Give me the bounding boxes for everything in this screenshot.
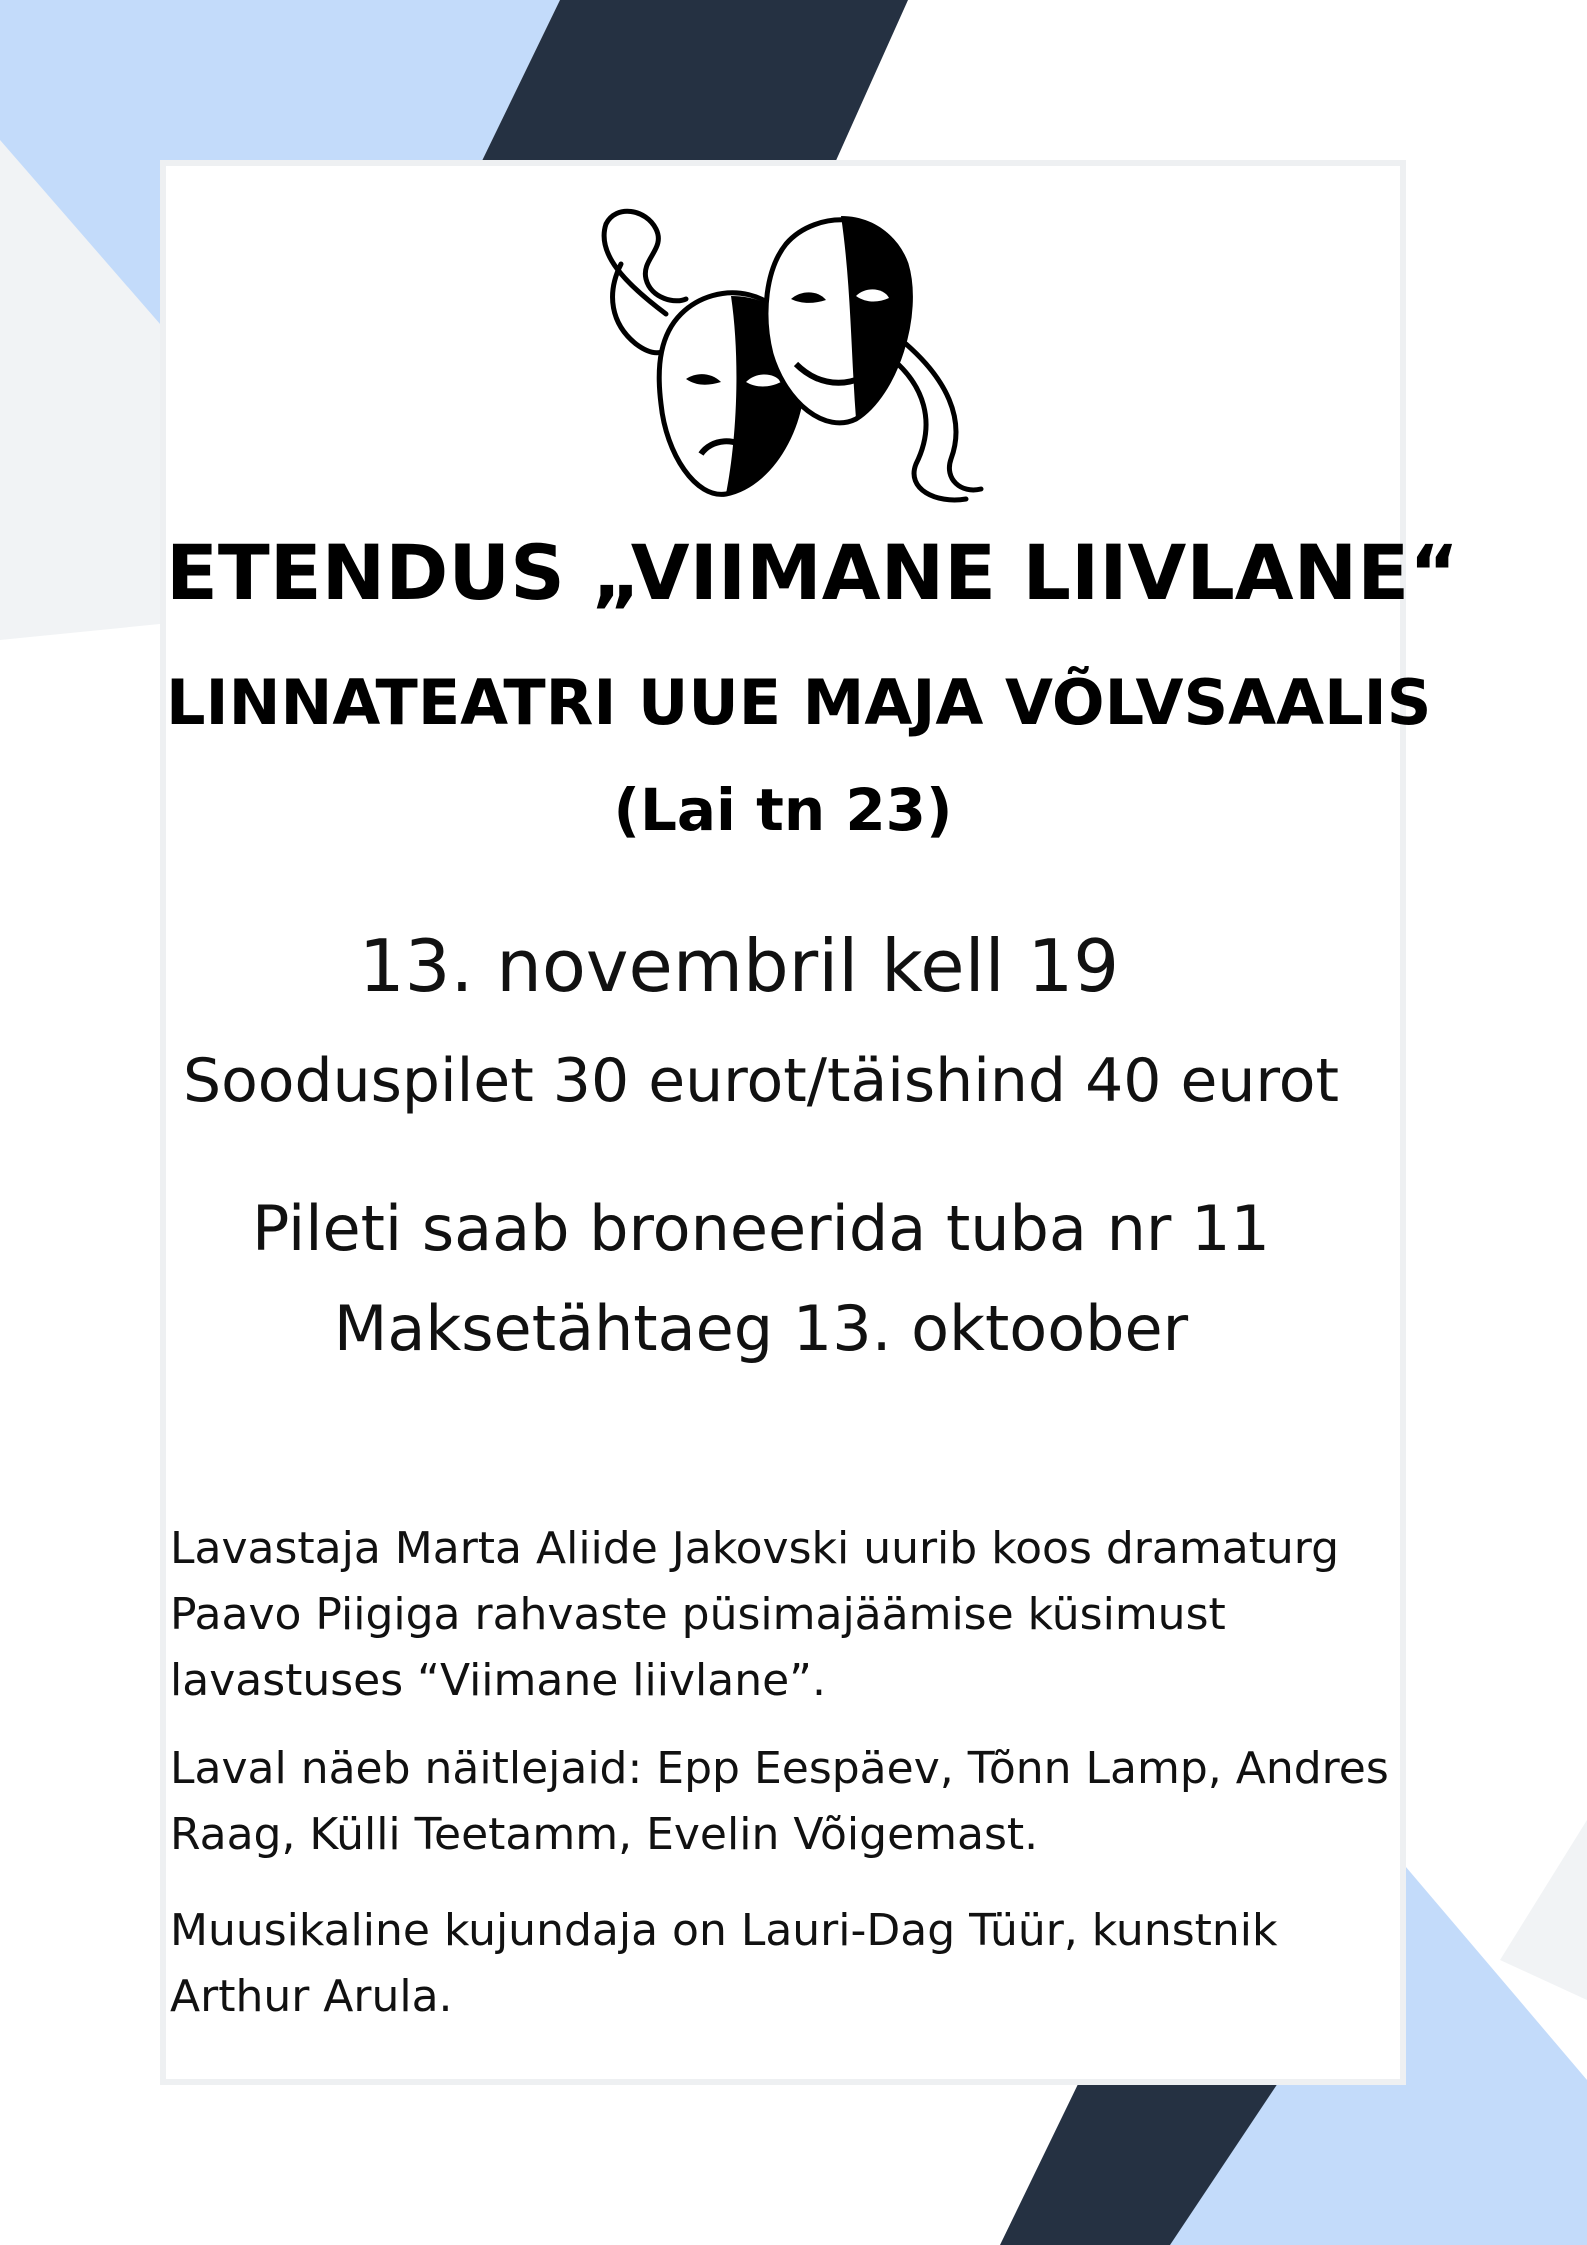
date-time: 13. novembril kell 19: [358, 924, 1120, 1008]
theatre-masks-icon: [586, 204, 1006, 514]
payment-deadline: Maksetähtaeg 13. oktoober: [333, 1292, 1189, 1365]
poster-card: [160, 160, 1460, 2085]
venue-heading: LINNATEATRI UUE MAJA VÕLVSAALIS: [166, 666, 1432, 739]
ticket-prices: Sooduspilet 30 eurot/täishind 40 eurot: [182, 1046, 1340, 1116]
cast-paragraph: Laval näeb näitlejaid: Epp Eespäev, Tõnn Lamp, Andres Raag, Külli Teetamm, Evelin Võigemast.: [170, 1743, 1389, 1860]
description-paragraph: Lavastaja Marta Aliide Jakovski uurib koos dramaturg Paavo Piigiga rahvaste püsimajäämise küsimust lavastuses “Viimane liivlane”.: [170, 1523, 1340, 1706]
poster-title: ETENDUS „VIIMANE LIIVLANE“: [166, 528, 1460, 617]
booking-info: Pileti saab broneerida tuba nr 11: [251, 1192, 1271, 1265]
credits-paragraph: Muusikaline kujundaja on Lauri-Dag Tüür, kunstnik Arthur Arula.: [170, 1905, 1278, 2022]
address-heading: (Lai tn 23): [613, 776, 953, 844]
